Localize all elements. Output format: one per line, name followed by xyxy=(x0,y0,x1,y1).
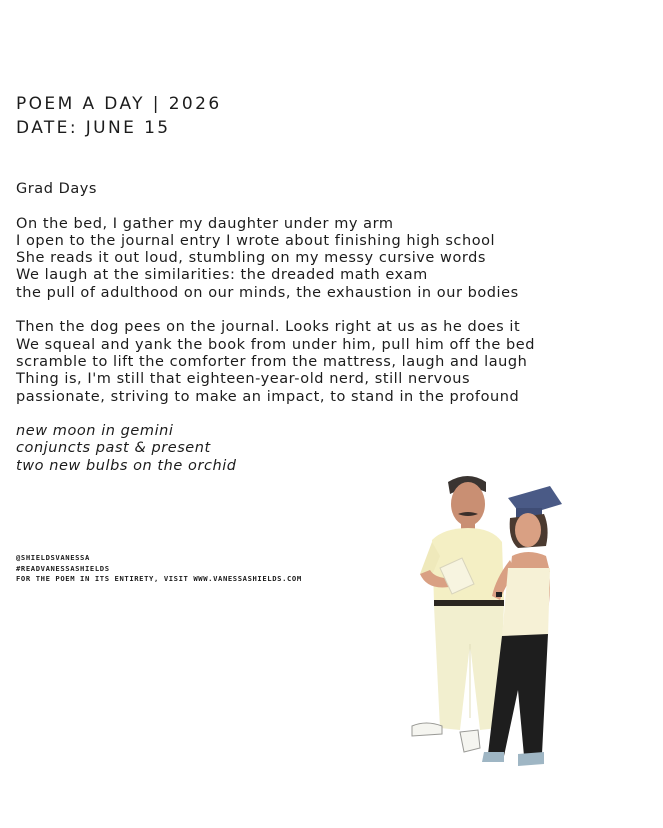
poem-line: scramble to lift the comforter from the mattress, laugh and laugh xyxy=(16,353,528,370)
haiku-line: new moon in gemini xyxy=(16,423,174,440)
date-line: DATE: JUNE 15 xyxy=(16,118,171,138)
poem-line: We squeal and yank the book from under him, pull him off the bed xyxy=(16,336,535,353)
poem-line: Thing is, I'm still that eighteen-year-old nerd, still nervous xyxy=(16,371,471,388)
haiku-line: conjuncts past & present xyxy=(16,440,211,457)
haiku-line: two new bulbs on the orchid xyxy=(16,457,237,474)
poem-title: Grad Days xyxy=(16,181,98,197)
poem-line: She reads it out loud, stumbling on my messy cursive words xyxy=(16,250,486,267)
poem-line: Then the dog pees on the journal. Looks right at us as he does it xyxy=(16,319,521,336)
hashtag: #READVANESSASHIELDS xyxy=(16,563,110,573)
social-handle: @SHIELDSVANESSA xyxy=(16,553,90,562)
stanza-2 xyxy=(16,319,646,405)
stanza-1 xyxy=(16,216,646,302)
website-note: FOR THE POEM IN ITS ENTIRETY, VISIT WWW.VANESSASHIELDS.COM xyxy=(16,574,302,583)
man-figure xyxy=(412,476,504,752)
graduation-photo xyxy=(400,468,575,778)
poem-line: the pull of adulthood on our minds, the exhaustion in our bodies xyxy=(16,284,519,301)
series-title: POEM A DAY | 2026 xyxy=(16,94,222,114)
footer xyxy=(16,553,302,585)
poem-line: On the bed, I gather my daughter under my arm xyxy=(16,215,394,232)
poem-line: I open to the journal entry I wrote about finishing high school xyxy=(16,232,496,249)
poem-line: We laugh at the similarities: the dreaded math exam xyxy=(16,267,428,284)
poem-line: passionate, striving to make an impact, to stand in the profound xyxy=(16,388,520,405)
header xyxy=(16,92,222,140)
poem xyxy=(16,181,646,492)
